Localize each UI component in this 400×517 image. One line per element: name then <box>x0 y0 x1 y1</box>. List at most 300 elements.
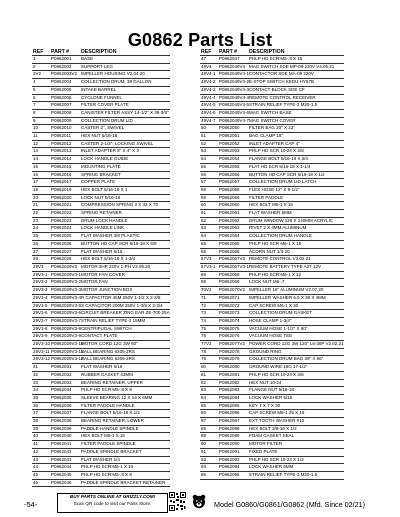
part-number-cell: P0862015 <box>51 163 72 169</box>
description-cell: HOSE CLAMP 1-3/4" <box>249 317 292 323</box>
table-row <box>32 386 170 394</box>
ref-cell: 49V4 <box>201 63 212 69</box>
table-row <box>200 417 344 425</box>
description-cell: HEX BOLT 3/8-16 X 1/2 <box>249 425 297 431</box>
ref-cell: 46 <box>33 479 39 485</box>
part-number-cell: P0862004 <box>51 79 72 85</box>
table-row <box>200 409 344 417</box>
table-row <box>200 140 344 148</box>
table-row <box>200 78 344 86</box>
description-cell: HEX BOLT M8-1 X 16 <box>81 433 125 439</box>
ref-cell: 29V3-8 <box>33 325 48 331</box>
part-number-cell: P0862094 <box>219 464 240 470</box>
ref-cell: 49V4-4 <box>201 94 216 100</box>
part-number-cell: P0862029V3-2 <box>51 279 82 285</box>
description-cell: MOTOR 3HP 220V 1-PH V3.09.20 <box>81 263 151 269</box>
parts-promo-box <box>57 493 168 513</box>
table-row <box>200 155 344 163</box>
part-number-cell: P0862085 <box>219 402 240 408</box>
ref-cell: 29V3-10 <box>33 341 51 347</box>
table-row <box>32 479 170 488</box>
description-cell: RIVET 2 X 4MM ALUMINUM <box>249 225 307 231</box>
part-number-cell: P0862036 <box>51 402 72 408</box>
description-cell: IMPELLER 16" ALUMINUM V2.07.20 <box>249 287 324 293</box>
table-row <box>200 448 344 456</box>
description-cell: CAP SCREW M8-1.25 X 16 <box>249 410 305 416</box>
part-number-cell: P0862011 <box>51 133 72 139</box>
description-cell: CANISTER FILTER ASSY 14-1/2" X 39-3/8" <box>81 109 169 115</box>
table-row <box>200 240 344 248</box>
ref-cell: 36 <box>33 402 39 408</box>
description-cell: FOAM GASKET SEAL <box>249 433 295 439</box>
part-number-cell: P0862058 <box>219 186 240 192</box>
table-row <box>32 201 170 209</box>
part-number-cell: P0862029V3-11 <box>51 348 84 354</box>
description-cell: STRAIN RELIEF TYPE-2 15MM <box>81 317 146 323</box>
header-part: PART # <box>51 49 70 55</box>
part-number-cell: P0862065 <box>219 240 240 246</box>
part-number-cell: P0862061 <box>219 210 240 216</box>
table-row <box>200 294 344 302</box>
part-number-cell: P0862063 <box>219 225 240 231</box>
ref-cell: 13 <box>33 148 39 154</box>
table-row <box>200 355 344 363</box>
table-row <box>32 348 170 356</box>
part-number-cell: P0862078 <box>219 348 240 354</box>
description-cell: IMPELLER HOUSING V2.04.20 <box>81 71 145 77</box>
ref-cell: 58 <box>201 186 207 192</box>
part-number-cell: P0862028 <box>51 256 72 262</box>
part-number-cell: P0862053 <box>219 148 240 154</box>
description-cell: VACUUM HOSE TEE <box>249 333 293 339</box>
ref-cell: 53 <box>201 148 207 154</box>
ref-cell: 44 <box>33 464 39 470</box>
ref-cell: 61 <box>201 210 207 216</box>
promo-subtext: Scan QR code to visit our Parts Store. <box>73 500 152 506</box>
part-number-cell: P0862047 <box>219 56 240 61</box>
model-info: Model G0860/G0861/G0862 (Mfd. Since 02/21) <box>214 500 366 509</box>
ref-cell: 75 <box>201 325 207 331</box>
part-number-cell: P0862077V2 <box>219 341 246 347</box>
description-cell: HEX BOLT 5/16-18 X 1-3/4 <box>81 256 136 262</box>
table-row <box>32 94 170 102</box>
table-row <box>200 186 344 194</box>
description-cell: ACORN NUT 1/4-20 <box>249 248 290 254</box>
table-row <box>200 171 344 179</box>
ref-cell: 16 <box>33 171 39 177</box>
table-row <box>200 178 344 186</box>
table-row <box>200 255 344 263</box>
description-cell: BALL BEARING 6206-2RS <box>81 356 135 362</box>
ref-cell: 94 <box>201 464 207 470</box>
part-number-cell: P0862082 <box>219 379 240 385</box>
description-cell: SUPPORT LEG <box>81 63 113 69</box>
ref-cell: 54 <box>201 156 207 162</box>
part-number-cell: P0862045 <box>51 471 72 477</box>
part-number-cell: P0862037 <box>51 410 72 416</box>
part-number-cell: P0862091 <box>219 448 240 454</box>
table-row <box>200 379 344 387</box>
table-row <box>200 70 344 78</box>
part-number-cell: P0862083 <box>219 387 240 393</box>
description-cell: SPRING RETAINER <box>81 210 122 216</box>
part-number-cell: P0862076 <box>219 333 240 339</box>
description-cell: FLANGE BOLT 5/16-18 X 3/4 <box>249 156 308 162</box>
description-cell: LOCK HANDLE GUIDE <box>81 156 129 162</box>
ref-cell: 24 <box>33 225 39 231</box>
table-row <box>200 302 344 310</box>
part-number-cell: P0862007 <box>51 102 72 108</box>
parts-table-left <box>32 49 170 487</box>
description-cell: MOTOR FAN COVER <box>81 271 125 277</box>
description-cell: HEX BOLT M6-1 X 16 <box>249 202 293 208</box>
ref-cell: 67V3 <box>201 256 212 262</box>
part-number-cell: P0862095 <box>219 471 240 477</box>
ref-cell: 11 <box>33 133 38 139</box>
ref-cell: 49V4-2 <box>201 79 216 85</box>
ref-cell: 55 <box>201 163 207 169</box>
qr-code-icon <box>169 492 186 511</box>
table-row <box>200 456 344 464</box>
header-ref: REF <box>33 49 44 55</box>
page-number: -54- <box>24 500 38 509</box>
ref-cell: 21 <box>33 202 39 208</box>
description-cell: INLET ADAPTER CAP 4" <box>249 140 300 146</box>
table-row <box>32 117 170 125</box>
table-row <box>200 94 344 102</box>
description-cell: IMPELLER WASHER 6.5 X 38 X 4MM <box>249 294 326 300</box>
description-cell: FIXED PLATE <box>249 448 278 454</box>
table-row <box>200 402 344 410</box>
description-cell: FLANGE BOLT 5/16-18 X 1/2 <box>81 410 140 416</box>
description-cell: MOUNTING PLATE <box>81 163 121 169</box>
part-number-cell: P0862038 <box>51 418 72 424</box>
description-cell: MOTOR FAN <box>81 279 108 285</box>
ref-cell: 29V3-2 <box>33 279 48 285</box>
part-number-cell: P0862049V4-7 <box>219 117 250 123</box>
table-row <box>32 86 170 94</box>
table-row <box>200 317 344 325</box>
part-number-cell: P0862027 <box>51 248 72 254</box>
ref-cell: 79 <box>201 356 207 362</box>
part-number-cell: P0862086 <box>219 410 240 416</box>
table-row <box>32 294 170 302</box>
part-number-cell: P0862069 <box>219 279 240 285</box>
ref-cell: 82 <box>201 379 207 385</box>
ref-cell: 89 <box>201 433 207 439</box>
parts-table-right <box>200 49 344 480</box>
table-row <box>32 171 170 179</box>
part-number-cell: P0862064 <box>219 233 240 239</box>
table-row <box>200 386 344 394</box>
table-row <box>32 163 170 171</box>
ref-cell: 41 <box>33 441 39 447</box>
table-row <box>32 178 170 186</box>
table-row <box>200 224 344 232</box>
description-cell: VACUUM HOSE 1-1/2" X 60" <box>249 325 308 331</box>
part-number-cell: P0862049V4-3 <box>219 86 250 92</box>
table-row <box>200 117 344 125</box>
description-cell: BALL BEARING 6205-2RS <box>81 348 135 354</box>
header-ref: REF <box>201 49 212 55</box>
ref-cell: 72 <box>201 302 207 308</box>
description-cell: CASTER 2-1/2", LOCKING SWIVEL <box>81 140 154 146</box>
table-row <box>32 78 170 86</box>
ref-cell: 29V3-11 <box>33 348 50 354</box>
table-row <box>32 255 170 263</box>
table-row <box>32 278 170 286</box>
ref-cell: 31 <box>33 364 39 370</box>
description-cell: COLLECTION DRUM HANDLE <box>249 233 313 239</box>
ref-cell: 88 <box>201 425 207 431</box>
ref-cell: 35 <box>33 394 39 400</box>
part-number-cell: P0862041 <box>51 441 72 447</box>
part-number-cell: P0862080 <box>219 364 240 370</box>
part-number-cell: P0862019 <box>51 186 72 192</box>
description-cell: BUTTON HD CAP SCR 5/16-18 X 5/8 <box>81 240 157 246</box>
table-row <box>32 101 170 109</box>
ref-cell: 64 <box>201 233 207 239</box>
description-cell: FILTER PADDLE HANDLE <box>81 402 135 408</box>
description-cell: PHLP HD SCR M6-1 X 10 <box>81 464 134 470</box>
ref-cell: 9 <box>33 117 36 123</box>
description-cell: LOCK WASHER 5/16 <box>249 394 293 400</box>
ref-cell: 42 <box>33 448 39 454</box>
description-cell: COMPRESSION SPRING 3 X 33 X 70 <box>81 202 159 208</box>
part-number-cell: P0862043 <box>51 456 72 462</box>
description-cell: GROUND RING <box>249 348 282 354</box>
table-row <box>32 309 170 317</box>
ref-cell: 59 <box>201 194 207 200</box>
description-cell: COLLECTION DRUM LID LATCH <box>249 179 317 185</box>
table-row <box>200 194 344 202</box>
part-number-cell: P0862040 <box>51 433 72 439</box>
ref-cell: 37 <box>33 410 39 416</box>
part-number-cell: P0862042 <box>51 448 72 454</box>
table-row <box>32 417 170 425</box>
part-number-cell: P0862034 <box>51 387 72 393</box>
table-row <box>32 140 170 148</box>
description-cell: CYCLONE FUNNEL <box>81 94 123 100</box>
part-number-cell: P0862049V4-5 <box>219 102 250 108</box>
table-row <box>200 394 344 402</box>
part-number-cell: P0862003V2 <box>51 71 78 77</box>
table-row <box>32 332 170 340</box>
table-row <box>200 332 344 340</box>
part-number-cell: P0862024 <box>51 225 72 231</box>
table-row <box>32 109 170 117</box>
part-number-cell: P0862008 <box>51 109 72 115</box>
table-row <box>32 379 170 387</box>
table-row <box>32 471 170 479</box>
table-row <box>200 147 344 155</box>
ref-cell: 29V3-1 <box>33 271 48 277</box>
ref-cell: 34 <box>33 387 39 393</box>
ref-cell: 22 <box>33 210 39 216</box>
description-cell: CONTACTOR SDE MA-09 220V <box>249 71 314 77</box>
ref-cell: 50 <box>201 125 207 131</box>
ref-cell: 78 <box>201 348 207 354</box>
ref-cell: 69 <box>201 279 207 285</box>
description-cell: SLEEVE BEARING 12 X 14 X 6MM <box>81 394 153 400</box>
description-cell: STRAIN RELIEF TYPE-3 M20-1.5 <box>249 102 318 108</box>
table-row <box>32 456 170 464</box>
table-row <box>200 124 344 132</box>
ref-cell: 29V3-7 <box>33 317 48 323</box>
ref-cell: 63 <box>201 225 207 231</box>
table-row <box>200 471 344 480</box>
description-cell: DRUM WINDOW 120 X 140MM ACRYLIC <box>249 217 334 223</box>
part-number-cell: P0862049V4-4 <box>219 94 250 100</box>
part-number-cell: P0862017 <box>51 179 72 185</box>
ref-cell: 81 <box>201 371 207 377</box>
ref-cell: 62 <box>201 217 207 223</box>
table-row <box>32 55 170 63</box>
description-cell: BEARING RETAINER, LOWER <box>81 418 144 424</box>
part-number-cell: P0862074 <box>219 317 240 323</box>
part-number-cell: P0862020 <box>51 194 72 200</box>
ref-cell: 1 <box>33 56 36 61</box>
table-row <box>200 348 344 356</box>
part-number-cell: P0862093 <box>219 456 240 462</box>
table-row <box>200 286 344 294</box>
ref-cell: 49V4-6 <box>201 109 216 115</box>
table-row <box>32 209 170 217</box>
part-number-cell: P0862029V3 <box>51 263 78 269</box>
part-number-cell: P0862073 <box>219 310 240 316</box>
ref-cell: 7 <box>33 102 36 108</box>
part-number-cell: P0862062 <box>219 217 240 223</box>
description-cell: R CAPACITOR 45M 250V 1-1/2 X 2-3/8 <box>81 294 161 300</box>
table-row <box>32 363 170 371</box>
part-number-cell: P0862012 <box>51 140 72 146</box>
ref-cell: 29V3-4 <box>33 294 48 300</box>
ref-cell: 2 <box>33 63 36 69</box>
description-cell: BEARING RETAINER, UPPER <box>81 379 143 385</box>
description-cell: LOCK WASHER 6MM <box>249 464 294 470</box>
grizzly-bear-logo-icon <box>192 494 206 509</box>
description-cell: COPPER PLATE <box>81 179 116 185</box>
table-row <box>32 432 170 440</box>
description-cell: FILTER BAG 20" X 23" <box>249 125 295 131</box>
part-number-cell: P0862084 <box>219 394 240 400</box>
description-cell: LOCK NUT 5/16-18 <box>81 194 121 200</box>
ref-cell: 95 <box>201 471 207 477</box>
table-row <box>32 224 170 232</box>
part-number-cell: P0862029V3-3 <box>51 287 82 293</box>
description-cell: E-STOP SWITCH KEDU HY57B <box>249 79 314 85</box>
table-row <box>200 432 344 440</box>
ref-cell: 49V4-3 <box>201 86 216 92</box>
table-row <box>32 248 170 256</box>
table-row <box>200 101 344 109</box>
part-number-cell: P0862046 <box>51 479 72 485</box>
table-row <box>32 425 170 433</box>
ref-cell: 40 <box>33 433 39 439</box>
ref-cell: 14 <box>33 156 39 162</box>
description-cell: MAG SWITCH BASE <box>249 109 292 115</box>
description-cell: CONTACT PLATE <box>81 333 118 339</box>
ref-cell: 68 <box>201 271 207 277</box>
ref-cell: 29V3-5 <box>33 302 48 308</box>
part-number-cell: P0862049V4 <box>219 63 246 69</box>
description-cell: CASTER 2", SWIVEL <box>81 125 125 131</box>
part-number-cell: P0862090 <box>219 441 240 447</box>
table-row <box>200 132 344 140</box>
part-number-cell: P0862001 <box>51 56 72 61</box>
description-cell: INLET ADAPTER 8" X 4" X 3 <box>81 148 139 154</box>
description-cell: MAG SWITCH SDE MP-09 220V V4.05.21 <box>249 63 335 69</box>
ref-cell: 19 <box>33 186 39 192</box>
ref-cell: 29V3-12 <box>33 356 51 362</box>
table-row <box>200 340 344 348</box>
ref-cell: 90 <box>201 441 207 447</box>
part-number-cell: P0862016 <box>51 171 72 177</box>
table-header <box>32 49 170 55</box>
part-number-cell: P0862081 <box>219 371 240 377</box>
part-number-cell: P0862067V3-1 <box>219 263 250 269</box>
part-number-cell: P0862032 <box>51 371 72 377</box>
table-row <box>32 355 170 363</box>
table-row <box>200 309 344 317</box>
description-cell: MOTOR CORD 12G 3W 60" <box>81 341 138 347</box>
description-cell: POWER CORD 12G 3W 120" L6-30P V2.02.21 <box>249 341 344 347</box>
description-cell: CONTACT BLOCK SDE CF <box>249 86 305 92</box>
description-cell: MOTOR FILTER <box>249 441 283 447</box>
ref-cell: 87 <box>201 418 207 424</box>
ref-cell: 29V3-6 <box>33 310 48 316</box>
description-cell: FLAT WASHER 6MM <box>249 210 292 216</box>
table-row <box>32 194 170 202</box>
table-row <box>200 201 344 209</box>
part-number-cell: P0862029V3-8 <box>51 325 82 331</box>
description-cell: CENTRIFUGAL SWITCH <box>81 325 132 331</box>
part-number-cell: P0862022 <box>51 210 72 216</box>
description-cell: PHLP HD SCR M5-.8 X 8 <box>81 471 132 477</box>
description-cell: HEX NUT 10-24 <box>249 379 282 385</box>
ref-cell: 3V2 <box>33 71 42 77</box>
part-number-cell: P0862044 <box>51 464 72 470</box>
description-cell: SPRING BRACKET <box>81 171 121 177</box>
table-row <box>32 186 170 194</box>
ref-cell: 93 <box>201 456 207 462</box>
table-row <box>32 124 170 132</box>
description-cell: REMOTE CONTROL V3.02.21 <box>249 256 311 262</box>
ref-cell: 38 <box>33 418 39 424</box>
ref-cell: 27 <box>33 248 39 254</box>
table-row <box>200 363 344 371</box>
description-cell: LOCK NUT M6-.7 <box>249 279 285 285</box>
table-row <box>32 448 170 456</box>
ref-cell: 10 <box>33 125 39 131</box>
table-row <box>200 371 344 379</box>
table-row <box>32 271 170 279</box>
description-cell: COLLECTION DRUM BAG 39" X 56" <box>249 356 324 362</box>
table-row <box>32 155 170 163</box>
ref-cell: 74 <box>201 317 207 323</box>
table-row <box>32 402 170 410</box>
table-row <box>32 463 170 471</box>
description-cell: BAG CLAMP 18" <box>249 133 284 139</box>
part-number-cell: P0862057 <box>219 179 240 185</box>
table-row <box>32 394 170 402</box>
table-row <box>200 86 344 94</box>
part-number-cell: P0862059 <box>219 194 240 200</box>
ref-cell: 91 <box>201 448 207 454</box>
ref-cell: 23 <box>33 217 39 223</box>
part-number-cell: P0862031 <box>51 364 72 370</box>
table-header <box>200 49 344 55</box>
